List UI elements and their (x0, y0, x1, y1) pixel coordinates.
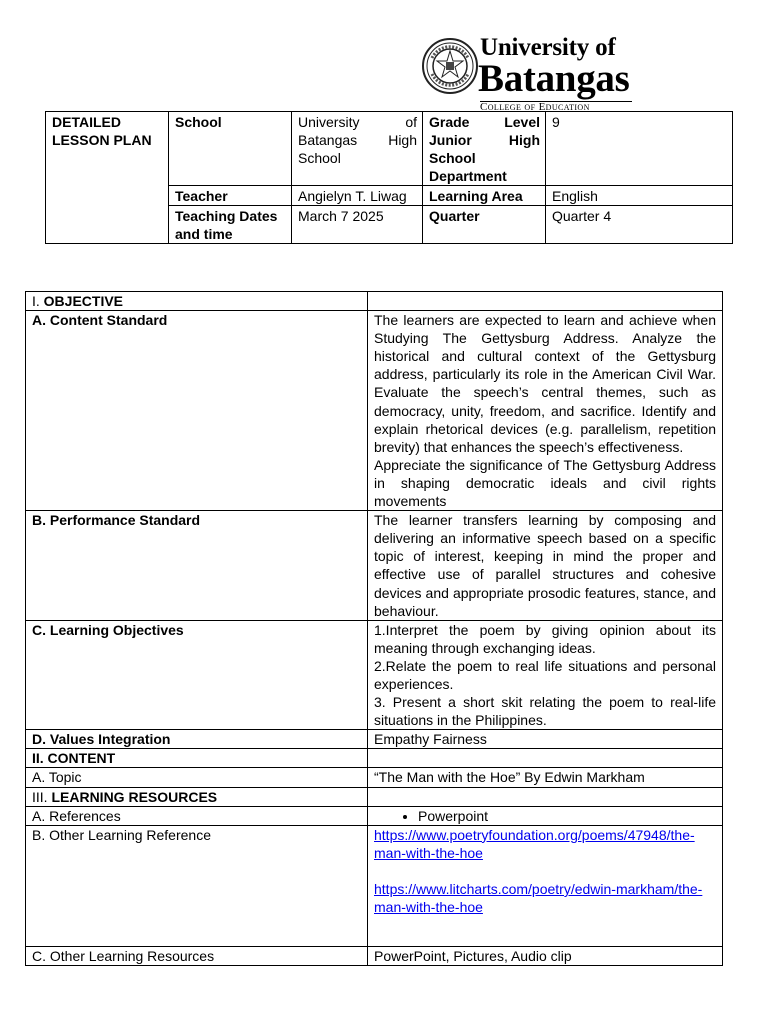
school-label: School (169, 112, 292, 186)
values-integration-label: D. Values Integration (26, 730, 368, 749)
values-integration-text: Empathy Fairness (368, 730, 723, 749)
logo-college: College of Education (480, 101, 590, 113)
content-standard-cell (368, 311, 723, 511)
objective-heading: OBJECTIVE (43, 293, 124, 309)
references-cell (368, 806, 723, 825)
litcharts-link[interactable]: https://www.litcharts.com/poetry/edwin-markham/the-man-with-the-hoe (374, 880, 703, 915)
teacher-label: Teacher (169, 186, 292, 206)
empty-cell (368, 749, 723, 768)
learning-objective-item: 3. Present a short skit relating the poem to real-life situations in the Philippines. (374, 694, 716, 729)
teacher-value: Angielyn T. Liwag (292, 186, 423, 206)
document-title: DETAILED LESSON PLAN (46, 112, 169, 244)
references-item: • Powerpoint (418, 807, 716, 825)
content-standard-label: A. Content Standard (26, 311, 368, 511)
other-reference-label: B. Other Learning Reference (26, 825, 368, 946)
logo-batangas: Batangas (478, 57, 630, 100)
logo-university-of: University of (480, 34, 616, 61)
learning-objectives-label: C. Learning Objectives (26, 620, 368, 730)
lesson-plan-header-table (45, 111, 733, 244)
learning-objective-item: 2.Relate the poem to real life situations and personal experiences. (374, 657, 716, 692)
empty-cell (368, 292, 723, 311)
university-seal-icon (422, 38, 478, 94)
grade-level-value: 9 (546, 112, 733, 186)
poetry-foundation-link[interactable]: https://www.poetryfoundation.org/poems/47948/the-man-with-the-hoe (374, 826, 695, 861)
empty-cell (368, 787, 723, 806)
performance-standard-label: B. Performance Standard (26, 511, 368, 621)
performance-standard-text: The learner transfers learning by composing and delivering an informative speech based on a specific topic of interest, keeping in mind the proper and effective use of parallel structures and cohesive devices and appropriate prosodic features, stance, and behaviour. (368, 511, 723, 621)
learning-area-value: English (546, 186, 733, 206)
learning-resources-number: III. (32, 788, 52, 805)
quarter-label: Quarter (423, 206, 546, 244)
university-logo (422, 34, 637, 114)
grade-level-label: Grade Level Junior High School Department (423, 112, 546, 186)
learning-resources-heading-cell (26, 787, 368, 806)
content-standard-paragraph: Appreciate the significance of The Gettysburg Address in shaping democratic ideals and civil rights movements (374, 456, 716, 510)
learning-objectives-cell (368, 620, 723, 730)
learning-area-label: Learning Area (423, 186, 546, 206)
teaching-dates-value: March 7 2025 (292, 206, 423, 244)
objective-number: I. (32, 293, 44, 309)
topic-text: “The Man with the Hoe” By Edwin Markham (368, 768, 723, 787)
learning-objective-item: 1.Interpret the poem by giving opinion about its meaning through exchanging ideas. (374, 621, 716, 656)
references-label: A. References (26, 806, 368, 825)
quarter-value: Quarter 4 (546, 206, 733, 244)
content-heading: II. CONTENT (26, 749, 368, 768)
teaching-dates-label: Teaching Dates and time (169, 206, 292, 244)
objective-heading-cell (26, 292, 368, 311)
lesson-plan-body-table (25, 291, 723, 966)
other-resources-label: C. Other Learning Resources (26, 946, 368, 965)
topic-label: A. Topic (26, 768, 368, 787)
other-resources-text: PowerPoint, Pictures, Audio clip (368, 946, 723, 965)
school-value: University of Batangas High School (292, 112, 423, 186)
learning-resources-heading: LEARNING RESOURCES (51, 788, 218, 805)
content-standard-paragraph: The learners are expected to learn and achieve when Studying The Gettysburg Address. Analyze the historical and cultural context of the Gettysburg address, particularly its role in the American Civil War. Evaluate the speech’s central themes, such as democracy, unity, freedom, and sacrifice. Identify and explain rhetorical devices (e.g. parallelism, repetition brevity) that enhances the speech’s effectiveness. (374, 312, 716, 455)
other-reference-cell (368, 825, 723, 946)
